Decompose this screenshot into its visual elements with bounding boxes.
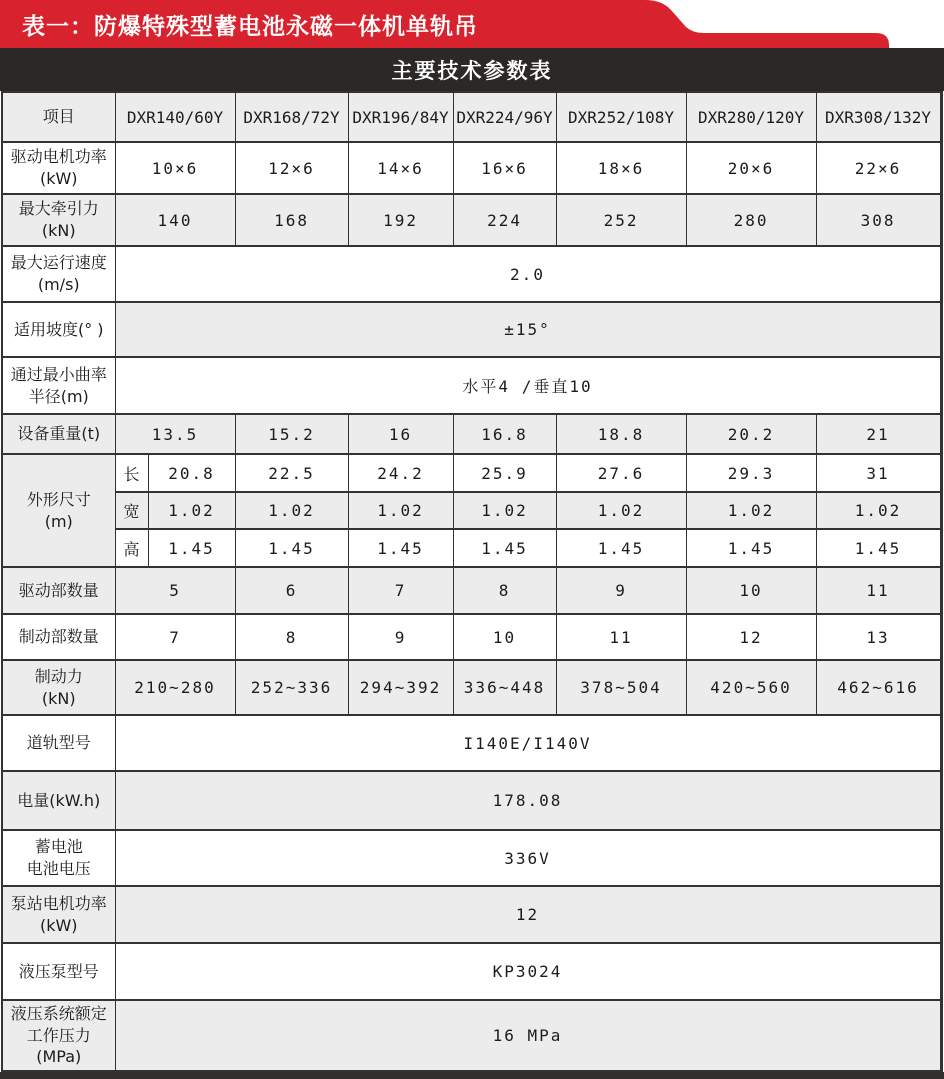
span-value-cell: 12 [115,886,941,943]
value-cell: 224 [453,194,556,246]
value-cell: 168 [235,194,348,246]
value-cell: 140 [115,194,235,246]
row-braking-force [2,660,941,715]
value-cell: 1.02 [148,492,235,529]
row-label-cell: 外形尺寸 (m) [2,454,115,567]
value-cell: 20.2 [686,414,816,454]
value-cell: 29.3 [686,454,816,492]
value-cell: 16.8 [453,414,556,454]
row-equipment-weight [2,414,941,454]
row-hydraulic-pressure [2,1000,941,1071]
dim-sub-label-cell: 宽 [115,492,148,529]
row-label-cell: 电量(kW.h) [2,771,115,830]
span-value-cell: 16 MPa [115,1000,941,1071]
row-label-cell: 驱动部数量 [2,567,115,614]
row-min-curve-radius [2,357,941,414]
column-header-model: DXR308/132Y [816,92,941,142]
column-header-model: DXR252/108Y [556,92,686,142]
value-cell: 25.9 [453,454,556,492]
value-cell: 21 [816,414,941,454]
table-title: 主要技术参数表 [391,58,553,83]
row-label-cell: 液压泵型号 [2,943,115,1000]
span-value-cell: 336V [115,830,941,886]
value-cell: 20.8 [148,454,235,492]
row-label-cell: 适用坡度(° ) [2,302,115,357]
row-label-cell: 驱动电机功率 (kW) [2,142,115,194]
value-cell: 336~448 [453,660,556,715]
row-label-cell: 制动力 (kN) [2,660,115,715]
value-cell: 10 [453,614,556,660]
span-value-cell: ±15° [115,302,941,357]
row-max-speed [2,246,941,302]
row-dimensions-width [2,492,941,529]
value-cell: 1.45 [235,529,348,567]
row-label-cell: 设备重量(t) [2,414,115,454]
span-value-cell: KP3024 [115,943,941,1000]
column-header-model: DXR140/60Y [115,92,235,142]
value-cell: 12×6 [235,142,348,194]
span-value-cell: 178.08 [115,771,941,830]
value-cell: 1.45 [348,529,453,567]
value-cell: 1.02 [348,492,453,529]
dim-sub-label-cell: 长 [115,454,148,492]
column-header-model: DXR280/120Y [686,92,816,142]
value-cell: 308 [816,194,941,246]
value-cell: 1.45 [148,529,235,567]
value-cell: 252~336 [235,660,348,715]
value-cell: 6 [235,567,348,614]
row-label-cell: 液压系统额定 工作压力 (MPa) [2,1000,115,1071]
row-dimensions-length [2,454,941,492]
value-cell: 14×6 [348,142,453,194]
value-cell: 11 [816,567,941,614]
value-cell: 18×6 [556,142,686,194]
value-cell: 18.8 [556,414,686,454]
row-battery-capacity [2,771,941,830]
value-cell: 1.02 [556,492,686,529]
spec-table [1,91,943,1072]
value-cell: 7 [348,567,453,614]
span-value-cell: 2.0 [115,246,941,302]
row-label-cell: 道轨型号 [2,715,115,771]
row-label-cell: 最大牵引力 (kN) [2,194,115,246]
value-cell: 9 [348,614,453,660]
value-cell: 1.02 [453,492,556,529]
value-cell: 13 [816,614,941,660]
value-cell: 20×6 [686,142,816,194]
value-cell: 294~392 [348,660,453,715]
value-cell: 1.02 [816,492,941,529]
value-cell: 10 [686,567,816,614]
span-value-cell: I140E/I140V [115,715,941,771]
value-cell: 1.45 [686,529,816,567]
row-dimensions-height [2,529,941,567]
value-cell: 22×6 [816,142,941,194]
row-drive-motor-power [2,142,941,194]
row-rail-model [2,715,941,771]
value-cell: 8 [453,567,556,614]
value-cell: 16×6 [453,142,556,194]
value-cell: 420~560 [686,660,816,715]
column-header-row [2,92,941,142]
value-cell: 210~280 [115,660,235,715]
banner-title: 表一：防爆特殊型蓄电池永磁一体机单轨吊 [22,13,478,40]
value-cell: 9 [556,567,686,614]
column-header-model: DXR224/96Y [453,92,556,142]
value-cell: 5 [115,567,235,614]
value-cell: 192 [348,194,453,246]
value-cell: 31 [816,454,941,492]
bottom-border-bar [0,1072,944,1079]
dim-sub-label-cell: 高 [115,529,148,567]
value-cell: 462~616 [816,660,941,715]
value-cell: 16 [348,414,453,454]
column-header-item: 项目 [2,92,115,142]
row-hydraulic-pump-model [2,943,941,1000]
value-cell: 280 [686,194,816,246]
value-cell: 12 [686,614,816,660]
value-cell: 1.45 [453,529,556,567]
column-header-model: DXR168/72Y [235,92,348,142]
row-drive-unit-count [2,567,941,614]
title-banner [0,0,944,48]
value-cell: 22.5 [235,454,348,492]
value-cell: 252 [556,194,686,246]
value-cell: 15.2 [235,414,348,454]
row-pump-motor-power [2,886,941,943]
row-label-cell: 制动部数量 [2,614,115,660]
row-gradient [2,302,941,357]
value-cell: 8 [235,614,348,660]
value-cell: 1.02 [686,492,816,529]
value-cell: 7 [115,614,235,660]
row-label-cell: 泵站电机功率 (kW) [2,886,115,943]
table-title-bar [0,48,944,91]
row-label-cell: 最大运行速度 (m/s) [2,246,115,302]
value-cell: 11 [556,614,686,660]
row-label-cell: 通过最小曲率 半径(m) [2,357,115,414]
row-battery-voltage [2,830,941,886]
span-value-cell: 水平4 /垂直10 [115,357,941,414]
value-cell: 10×6 [115,142,235,194]
value-cell: 13.5 [115,414,235,454]
row-max-traction [2,194,941,246]
value-cell: 1.02 [235,492,348,529]
value-cell: 1.45 [556,529,686,567]
column-header-model: DXR196/84Y [348,92,453,142]
value-cell: 27.6 [556,454,686,492]
row-brake-unit-count [2,614,941,660]
value-cell: 378~504 [556,660,686,715]
value-cell: 24.2 [348,454,453,492]
row-label-cell: 蓄电池 电池电压 [2,830,115,886]
value-cell: 1.45 [816,529,941,567]
